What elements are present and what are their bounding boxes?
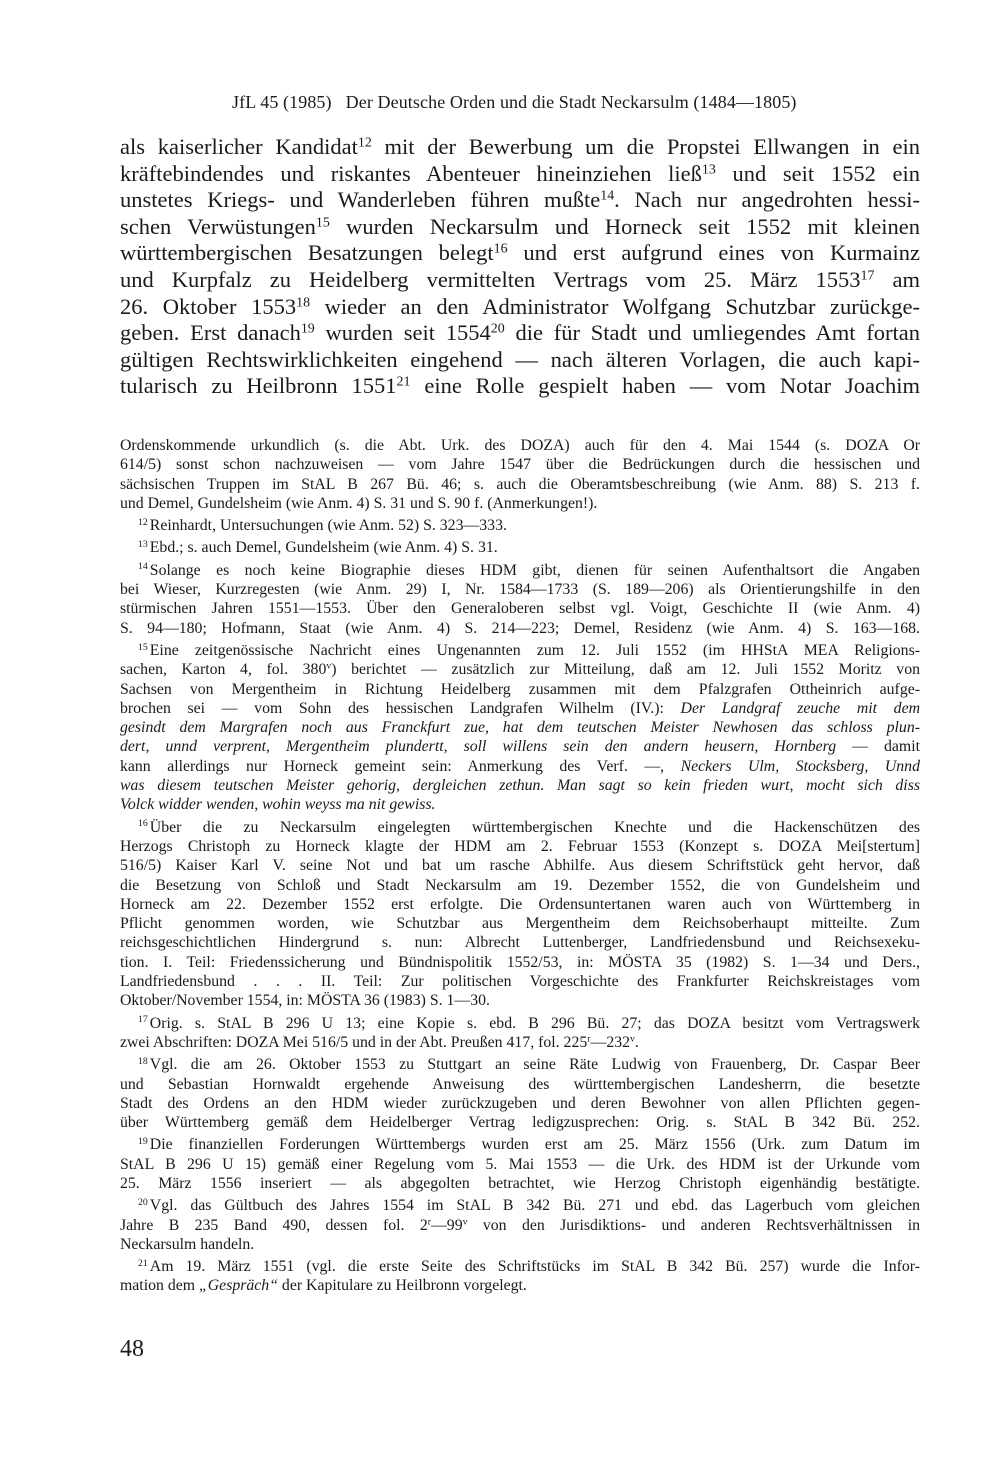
body-line: kräftebindendes und riskantes Abenteuer hineinziehen ließ$^{13}$ und seit 1552 ein <box>120 160 920 186</box>
running-header <box>232 92 797 113</box>
article-title: Der Deutsche Orden und die Stadt Neckarsulm (1484—1805) <box>345 92 797 112</box>
body-line: 26. Oktober 1553$^{18}$ wieder an den Administrator Wolfgang Schutzbar zurückge- <box>120 293 920 319</box>
footnote-14: $^{14}$ Solange es noch keine Biographie dieses HDM gibt, dienen für seinen Aufenthaltsort die Angaben bei Wieser, Kurzregesten (wie Anm. 29) I, Nr. 1584—1733 (S. 189—206) als Orientierungshilfe in den stürmischen Jahren 1551—1553. Über den Generaloberen selbst vgl. Voigt, Geschichte II (wie Anm. 4) S. 94—180; Hofmann, Staat (wie Anm. 4) S. 214—223; Demel, Residenz (wie Anm. 4) S. 163—168. <box>120 561 920 637</box>
footnote-20: $^{20}$ Vgl. das Gültbuch des Jahres 1554 im StAL B 342 Bü. 271 und ebd. das Lagerbuch vom gleichen Jahre B 235 Band 490, dessen fol. 2$^r$—99$^v$ von den Jurisdiktions- und anderen Rechtsverhältnissen in Neckarsulm handeln. <box>120 1196 920 1253</box>
quotation-italic: Volck widder wenden, wohin weyss ma nit gewiss. <box>120 796 436 814</box>
quotation-italic: gesindt dem Margrafen noch aus Franckfurt zue, hat dem teutschen Meister Newhosen das schloss plun- <box>120 719 920 737</box>
footnote-number: 14 <box>138 561 148 573</box>
body-line: gültigen Rechtswirklichkeiten eingehend — nach älteren Vorlagen, die auch kapi- <box>120 346 920 372</box>
body-line: württembergischen Besatzungen belegt$^{16}$ und erst aufgrund eines von Kurmainz <box>120 240 920 266</box>
body-line: tularisch zu Heilbronn 1551$^{21}$ eine Rolle gespielt haben — vom Notar Joachim <box>120 373 920 399</box>
quotation-italic: „Gespräch“ <box>198 1277 278 1295</box>
footnote-16: $^{16}$ Über die zu Neckarsulm eingelegten württembergischen Knechte und die Hackenschützen des Herzogs Christoph zu Horneck klagte der HDM am 2. Februar 1553 (Konzept s. DOZA Mei[stertum] 516/5) Kaiser Karl V. seine Not und bat um rasche Abhilfe. Aus diesem Schriftstück geht hervor, daß die Besetzung von Schloß und Stadt Neckarsulm am 19. Dezember 1552, die von Gundelsheim und Horneck am 22. Dezember 1552 erst erfolgte. Die Ordensuntertanen waren auch von Württemberg in Pflicht genommen worden, wie Schutzbar aus Mergentheim dem Reichsoberhaupt mitteilte. Zum reichsgeschichtlichen Hindergrund s. nun: Albrecht Luttenberger, Landfriedensbund und Reichsexeku- tion. I. Teil: Friedenssicherung und Bündnispolitik 1552/53, in: MÖSTA 35 (1982) S. 1—34 und Ders., Landfriedensbund . . . II. Teil: Zur politischen Vorgeschichte des Frankfurter Reichskreistages vom Oktober/November 1554, in: MÖSTA 36 (1983) S. 1—30. <box>120 818 920 1010</box>
footnote-ref: 18 <box>296 294 311 310</box>
footnote-ref: 12 <box>357 135 372 151</box>
body-line: schen Verwüstungen$^{15}$ wurden Neckarsulm und Horneck seit 1552 mit kleinen <box>120 213 920 239</box>
footnote-ref: 16 <box>493 241 508 257</box>
footnote-number: 20 <box>138 1196 148 1208</box>
body-line: als kaiserlicher Kandidat$^{12}$ mit der Bewerbung um die Propstei Ellwangen in ein <box>120 134 920 159</box>
footnote-number: 16 <box>138 818 148 830</box>
body-line: unstetes Kriegs- und Wanderleben führen mußte$^{14}$. Nach nur angedrohten hessi- <box>120 187 920 213</box>
footnote-ref: 19 <box>300 321 315 337</box>
footnote-number: 12 <box>138 516 148 528</box>
footnote-ref: 14 <box>600 188 615 204</box>
footnote-number: 13 <box>138 539 148 551</box>
footnote-11-continued: Ordenskommende urkundlich (s. die Abt. Urk. des DOZA) auch für den 4. Mai 1544 (s. DOZA Or 614/5) sonst schon nachzuweisen — vom Jahre 1547 über die Bedrückungen durch die hessischen und sächsischen Truppen im StAL B 267 Bü. 46; s. auch die Oberamtsbeschreibung (wie Anm. 88) S. 213 f. und Demel, Gundelsheim (wie Anm. 4) S. 31 und S. 90 f. (Anmerkungen!). <box>120 437 920 512</box>
quotation-italic: Der Landgraf zeuche mit dem <box>680 699 920 717</box>
footnote-12: $^{12}$ Reinhardt, Untersuchungen (wie Anm. 52) S. 323—333. <box>138 516 507 535</box>
quotation-italic: dert, unnd verprent, Mergentheim plundertt, soll willens sein den andern heusern, Hornberg <box>120 738 837 756</box>
footnote-number: 15 <box>138 641 148 653</box>
footnote-ref: 13 <box>701 161 716 177</box>
footnote-number: 18 <box>138 1055 148 1067</box>
quotation-italic: Neckers Ulm, Stocksberg, Unnd <box>680 757 920 775</box>
footnote-number: 19 <box>138 1136 148 1148</box>
footnote-ref: 21 <box>396 374 411 390</box>
footnote-number: 17 <box>138 1014 148 1026</box>
body-line: und Kurpfalz zu Heidelberg vermittelten Vertrags vom 25. März 1553$^{17}$ am <box>120 266 920 292</box>
footnote-21: $^{21}$ Am 19. März 1551 (vgl. die erste Seite des Schriftstücks im StAL B 342 Bü. 257) wurde die Infor- mation dem „Gespräch“ der Kapitulare zu Heilbronn vorgelegt. <box>120 1257 920 1295</box>
footnote-ref: 20 <box>490 321 505 337</box>
page-number: 48 <box>120 1336 144 1362</box>
footnote-18: $^{18}$ Vgl. die am 26. Oktober 1553 zu Stuttgart an seine Räte Ludwig von Frauenberg, Dr. Caspar Beer und Sebastian Hornwaldt ergehende Anweisung des württembergischen Landesherrn, die besetzte Stadt des Ordens an den HDM wieder zurückzugeben und deren Bewohner von allen Pflichten gegen- über Württemberg gemäß dem Heidelberger Vertrag ledigzusprechen: Orig. s. StAL B 342 Bü. 252. <box>120 1055 920 1132</box>
footnote-ref: 15 <box>315 215 330 231</box>
footnote-17: $^{17}$ Orig. s. StAL B 296 U 13; eine Kopie s. ebd. B 296 Bü. 27; das DOZA besitzt vom Vertragswerk zwei Abschriften: DOZA Mei 516/5 und in der Abt. Preußen 417, fol. 225$^r$—232$^v$. <box>120 1014 920 1051</box>
footnote-15: $^{15}$ Eine zeitgenössische Nachricht eines Ungenannten zum 12. Juli 1552 (im HHStA MEA Religions- sachen, Karton 4, fol. 380$^v$) berichtet — zusätzlich zur Mitteilung, daß am 12. Juli 1552 Moritz von Sachsen von Mergentheim in Richtung Heidelberg zusammen mit dem Pfalzgrafen Ottheinrich aufge- brochen sei — vom Sohn des hessischen Landgrafen Wilhelm (IV.): Der Landgraf zeuche mit dem gesindt dem Margrafen noch aus Franckfurt zue, hat dem teutschen Meister Newhosen das schloss plun- dert, unnd verprent, Mergentheim plundertt, soll willens sein den andern heusern, Hornberg — damit kann allerdings nur Horneck gemeint sein: Anmerkung des Verf. —, Neckers Ulm, Stocksberg, Unnd was diesem teutschen Meister gehorig, dergleichen zethun. Man sagt so kein frieden wurt, mocht sich diss Volck widder wenden, wohin weyss ma nit gewiss. <box>120 641 921 814</box>
footnotes <box>120 436 920 1296</box>
journal-citation: JfL 45 (1985) <box>232 92 332 112</box>
footnote-13: $^{13}$ Ebd.; s. auch Demel, Gundelsheim (wie Anm. 4) S. 31. <box>138 539 498 557</box>
footnote-number: 21 <box>138 1257 148 1269</box>
quotation-italic: was diesem teutschen Meister gehorig, dergleichen zethun. Man sagt so kein frieden wurt, mocht sich diss <box>120 777 920 795</box>
body-line: geben. Erst danach$^{19}$ wurden seit 1554$^{20}$ die für Stadt und umliegendes Amt fortan <box>120 320 920 346</box>
main-text <box>120 134 920 400</box>
footnote-19: $^{19}$ Die finanziellen Forderungen Württembergs wurden erst am 25. März 1556 (Urk. zum Datum im StAL B 296 U 15) gemäß einer Regelung vom 5. Mai 1553 — die Urk. des HDM ist der Urkunde vom 25. März 1556 inseriert — als abgegolten betrachtet, wie Herzog Christoph eigenhändig bestätigte. <box>120 1136 920 1192</box>
footnote-ref: 17 <box>860 268 875 284</box>
